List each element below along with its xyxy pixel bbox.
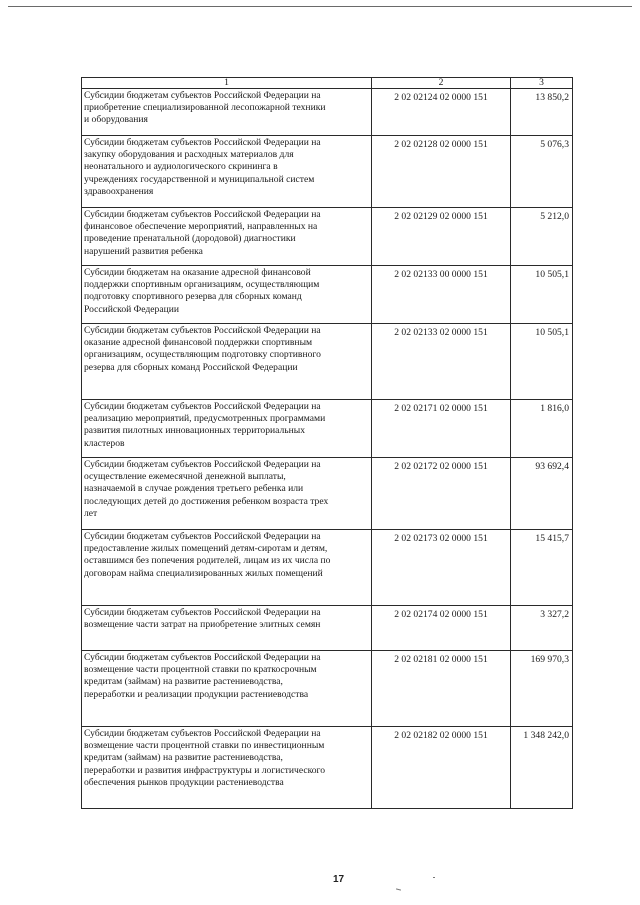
description-cell (82, 266, 372, 324)
description-line: закупку оборудования и расходных материалов для (84, 149, 294, 161)
description-line: Субсидии бюджетам субъектов Российской Федерации на (84, 652, 321, 663)
table-row (82, 651, 573, 727)
description-line: Субсидии бюджетам субъектов Российской Федерации на (84, 728, 321, 739)
code-cell: 2 02 02129 02 0000 151 (372, 208, 511, 266)
code-cell: 2 02 02172 02 0000 151 (372, 458, 511, 530)
code-cell: 2 02 02181 02 0000 151 (372, 651, 511, 727)
description-cell (82, 651, 372, 727)
description-line: возмещение части затрат на приобретение элитных семян (84, 619, 321, 631)
code-cell: 2 02 02124 02 0000 151 (372, 89, 511, 136)
description-line: резерва для сборных команд Российской Федерации (84, 361, 298, 373)
description-line: переработки и реализации продукции растениеводства (84, 688, 309, 700)
description-line: Субсидии бюджетам субъектов Российской Федерации на (84, 325, 321, 336)
table-row (82, 606, 573, 651)
description-line: неонатального и аудиологического скрининга в (84, 161, 278, 173)
description-line: и оборудования (84, 114, 148, 126)
description-line: проведение пренатальной (дородовой) диагностики (84, 233, 296, 245)
description-cell (82, 606, 372, 651)
description-line: подготовку спортивного резерва для сборных команд (84, 291, 302, 303)
description-cell (82, 324, 372, 400)
description-line: Субсидии бюджетам субъектов Российской Федерации на (84, 531, 321, 542)
description-cell (82, 530, 372, 606)
table-header-row (82, 78, 573, 89)
amount-cell: 13 850,2 (511, 89, 573, 136)
description-line: Субсидии бюджетам субъектов Российской Федерации на (84, 90, 321, 101)
description-line: обеспечения рынков продукции растениеводства (84, 776, 284, 788)
table-row (82, 458, 573, 530)
description-line: Субсидии бюджетам субъектов Российской Федерации на (84, 459, 321, 470)
amount-cell: 15 415,7 (511, 530, 573, 606)
amount-cell: 5 076,3 (511, 136, 573, 208)
description-line: возмещение части процентной ставки по инвестиционным (84, 740, 325, 752)
description-cell (82, 136, 372, 208)
description-line: организациям, осуществляющим подготовку спортивного (84, 349, 321, 361)
description-line: Российской Федерации (84, 303, 179, 315)
budget-table (81, 77, 573, 809)
header-col-3: 3 (511, 78, 573, 89)
table-row (82, 136, 573, 208)
description-line: кластеров (84, 437, 125, 449)
description-line: приобретение специализированной лесопожарной техники (84, 102, 326, 114)
description-cell (82, 89, 372, 136)
amount-cell: 1 348 242,0 (511, 727, 573, 809)
header-col-1: 1 (82, 78, 372, 89)
description-line: нарушений развития ребенка (84, 245, 203, 257)
amount-cell: 1 816,0 (511, 400, 573, 458)
description-line: здравоохранения (84, 185, 154, 197)
table-row (82, 530, 573, 606)
description-cell (82, 400, 372, 458)
description-cell (82, 208, 372, 266)
description-line: кредитам (займам) на развитие растениеводства, (84, 752, 283, 764)
description-line: договорам найма специализированных жилых помещений (84, 567, 323, 579)
description-line: Субсидии бюджетам субъектов Российской Федерации на (84, 401, 321, 412)
table-row (82, 89, 573, 136)
table-row (82, 400, 573, 458)
header-col-2: 2 (372, 78, 511, 89)
table-row (82, 727, 573, 809)
description-line: Субсидии бюджетам субъектов Российской Федерации на (84, 607, 321, 618)
scan-speck (433, 877, 435, 878)
description-line: возмещение части процентной ставки по краткосрочным (84, 664, 317, 676)
description-line: Субсидии бюджетам субъектов Российской Федерации на (84, 209, 321, 220)
table-row (82, 324, 573, 400)
description-line: оказание адресной финансовой поддержки спортивным (84, 337, 313, 349)
code-cell: 2 02 02171 02 0000 151 (372, 400, 511, 458)
description-cell (82, 727, 372, 809)
description-line: переработки и развития инфраструктуры и логистического (84, 764, 326, 776)
amount-cell: 3 327,2 (511, 606, 573, 651)
amount-cell: 5 212,0 (511, 208, 573, 266)
description-line: предоставление жилых помещений детям-сиротам и детям, (84, 543, 328, 555)
page-number: 17 (333, 874, 345, 885)
amount-cell: 93 692,4 (511, 458, 573, 530)
table-row (82, 266, 573, 324)
description-line: кредитам (займам) на развитие растениеводства, (84, 676, 283, 688)
code-cell: 2 02 02174 02 0000 151 (372, 606, 511, 651)
table-row (82, 208, 573, 266)
code-cell: 2 02 02182 02 0000 151 (372, 727, 511, 809)
description-line: Субсидии бюджетам на оказание адресной финансовой (84, 267, 311, 278)
description-line: реализацию мероприятий, предусмотренных программами (84, 413, 326, 425)
code-cell: 2 02 02133 02 0000 151 (372, 324, 511, 400)
top-scan-rule (8, 6, 632, 7)
code-cell: 2 02 02173 02 0000 151 (372, 530, 511, 606)
description-cell (82, 458, 372, 530)
amount-cell: 169 970,3 (511, 651, 573, 727)
description-line: осуществление ежемесячной денежной выплаты, (84, 471, 286, 483)
amount-cell: 10 505,1 (511, 266, 573, 324)
description-line: оставшимся без попечения родителей, лицам из их числа по (84, 555, 331, 567)
scan-speck (396, 888, 401, 890)
description-line: Субсидии бюджетам субъектов Российской Федерации на (84, 137, 321, 148)
description-line: последующих детей до достижения ребенком возраста трех (84, 495, 329, 507)
description-line: поддержки спортивным организациям, осуществляющим (84, 279, 320, 291)
description-line: назначаемой в случае рождения третьего ребенка или (84, 483, 304, 495)
amount-cell: 10 505,1 (511, 324, 573, 400)
code-cell: 2 02 02128 02 0000 151 (372, 136, 511, 208)
description-line: развития пилотных инновационных территориальных (84, 425, 306, 437)
description-line: учреждениях государственной и муниципальной систем (84, 173, 315, 185)
description-line: лет (84, 507, 98, 519)
code-cell: 2 02 02133 00 0000 151 (372, 266, 511, 324)
description-line: финансовое обеспечение мероприятий, направленных на (84, 221, 318, 233)
